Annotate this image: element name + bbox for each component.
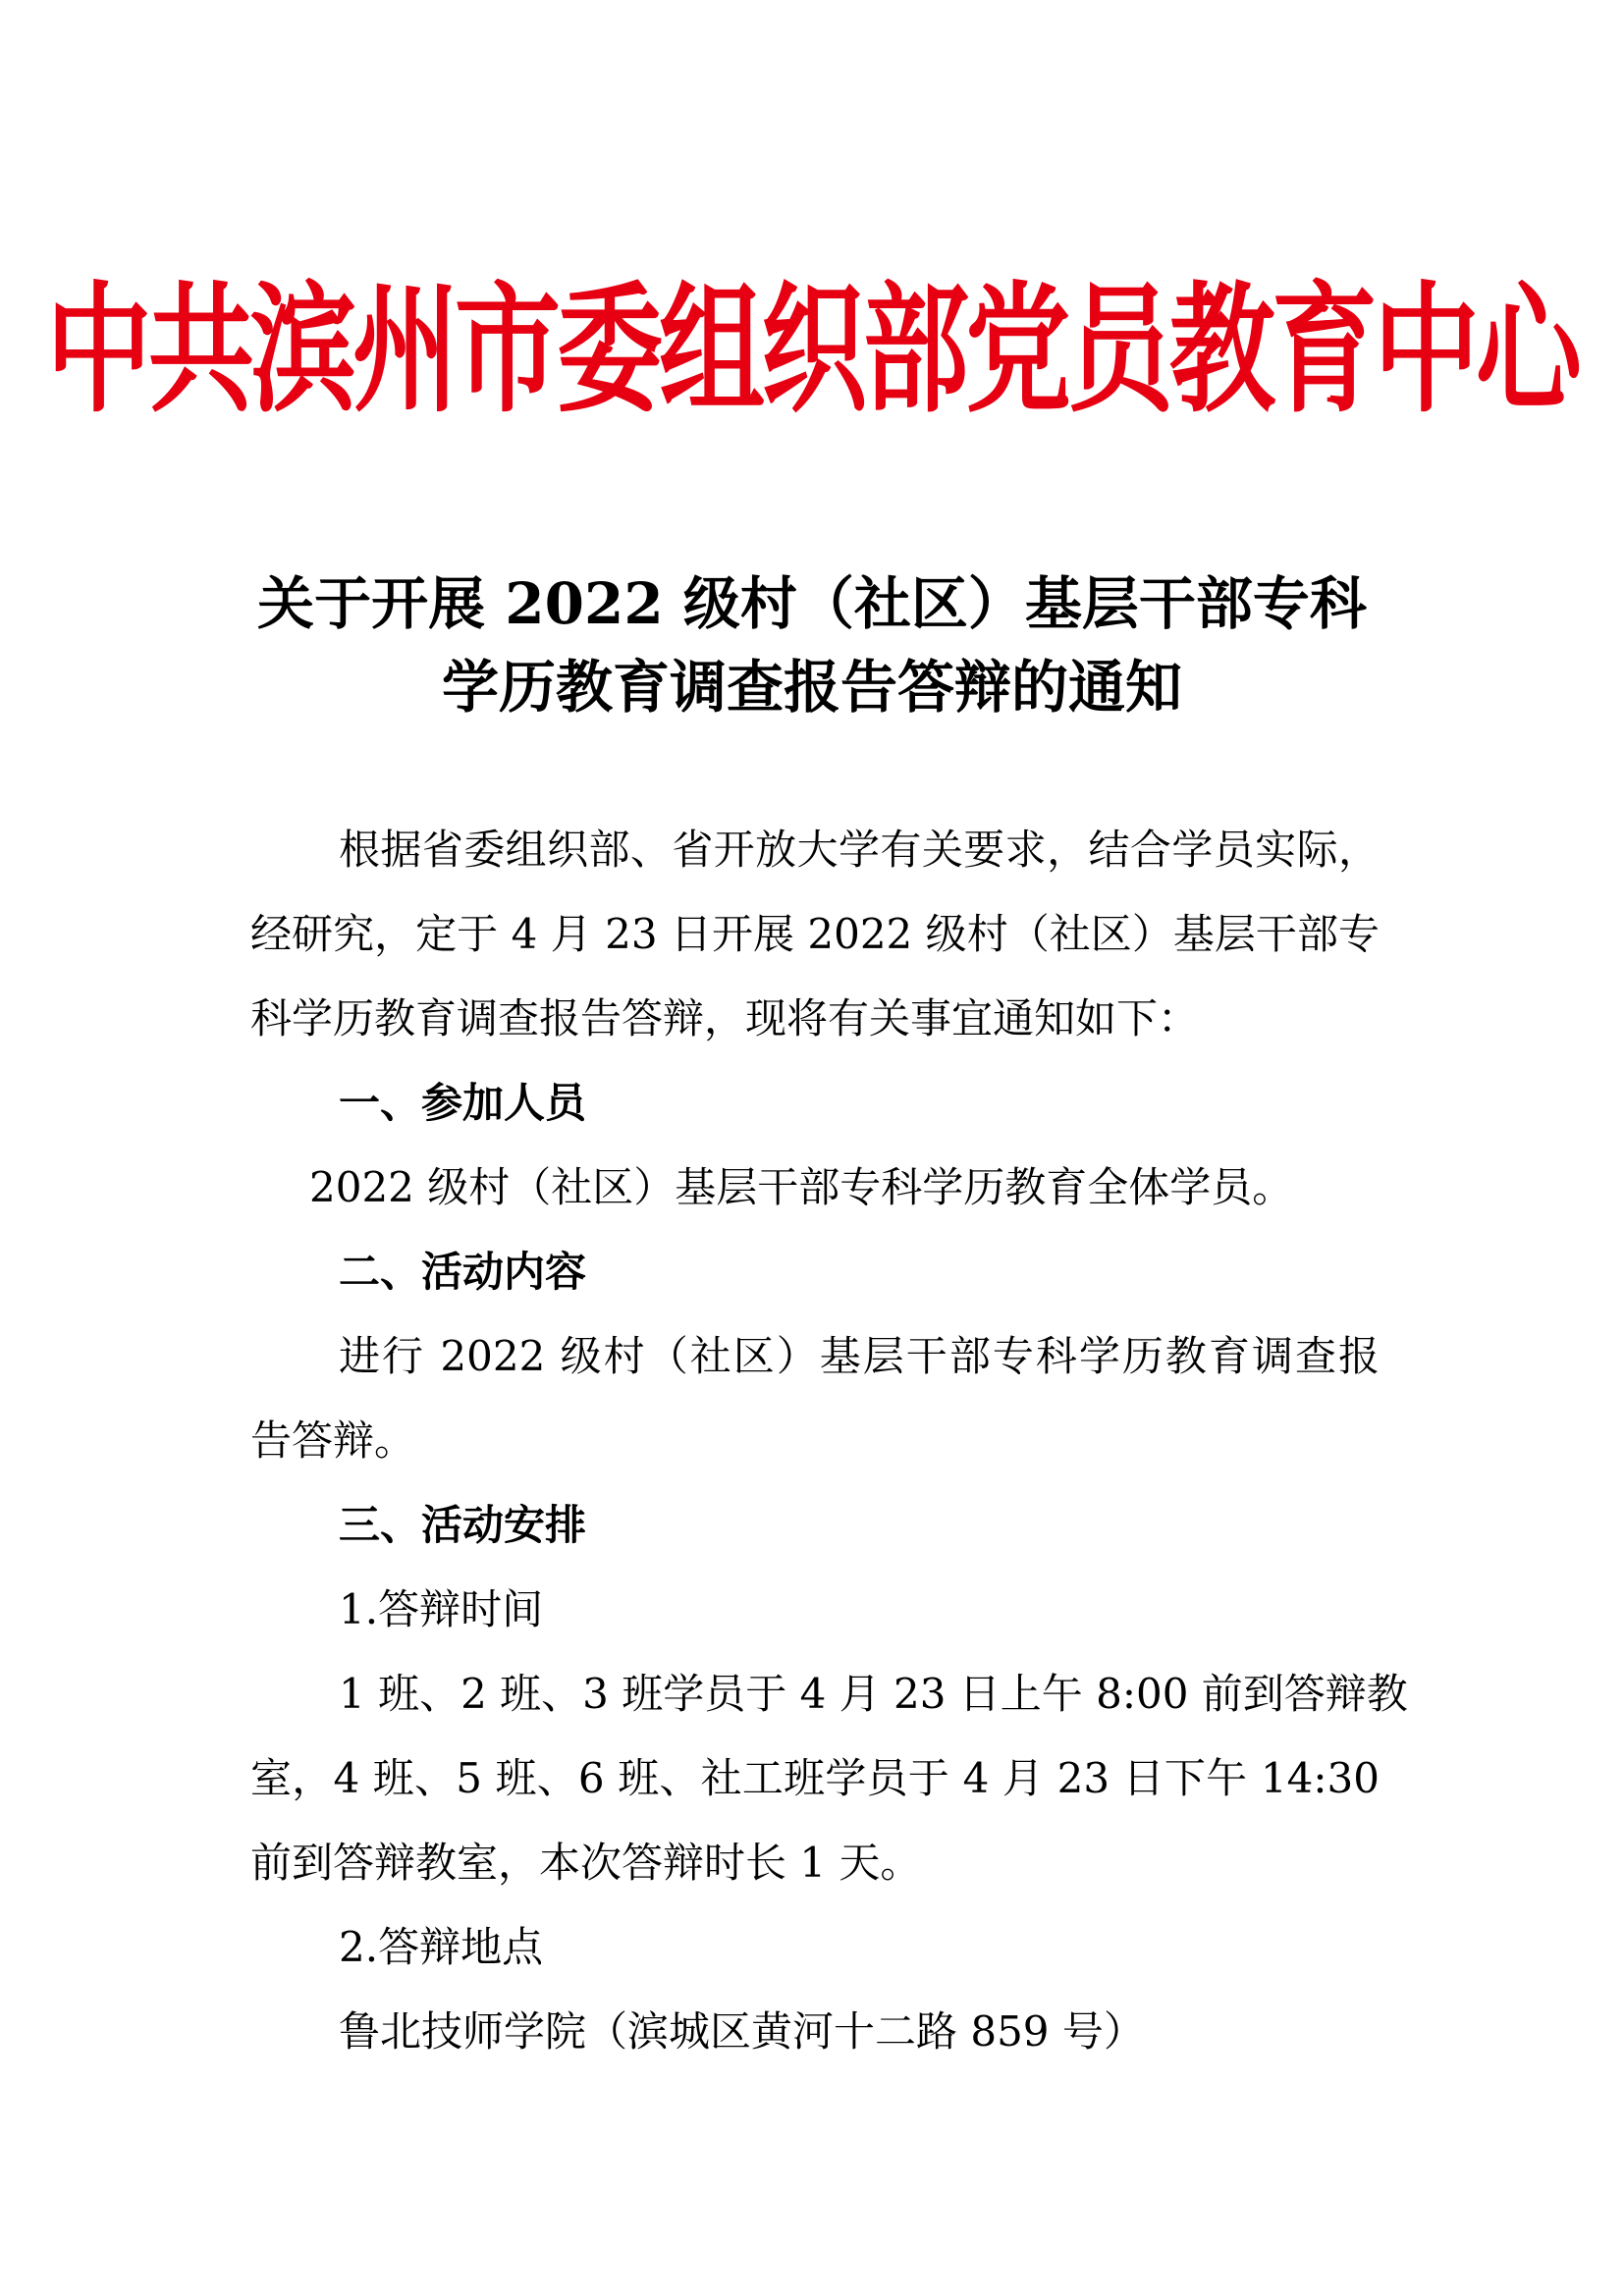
defense-time-line-3: 前到答辩教室，本次答辩时长 1 天。 [250,1839,922,1887]
intro-line-3: 科学历教育调查报告答辩，现将有关事宜通知如下： [250,994,1200,1042]
defense-time-line-2: 室，4 班、5 班、6 班、社工班学员于 4 月 23 日下午 14:30 [250,1754,1380,1802]
letterhead: 中共滨州市委组织部党员教育中心 [45,268,1578,433]
intro-line-2: 经研究，定于 4 月 23 日开展 2022 级村（社区）基层干部专 [250,910,1380,958]
section-text-content-line-2: 告答辩。 [250,1416,416,1465]
defense-location-text: 鲁北技师学院（滨城区黄河十二路 859 号） [339,2007,1145,2056]
intro-line-1: 根据省委组织部、省开放大学有关要求，结合学员实际， [339,826,1380,874]
document-title-line-1: 关于开展 2022 级村（社区）基层干部专科 [257,570,1367,637]
defense-time-line-1: 1 班、2 班、3 班学员于 4 月 23 日上午 8:00 前到答辩教 [339,1670,1408,1718]
section-text-participants: 2022 级村（社区）基层干部专科学历教育全体学员。 [309,1163,1294,1211]
subheading-defense-time: 1.答辩时间 [339,1585,544,1633]
document-title-line-2: 学历教育调查报告答辩的通知 [441,654,1182,721]
section-heading-arrangement: 三、活动安排 [339,1501,587,1549]
section-text-content-line-1: 进行 2022 级村（社区）基层干部专科学历教育调查报 [339,1332,1380,1380]
section-heading-content: 二、活动内容 [339,1248,587,1296]
subheading-defense-location: 2.答辩地点 [339,1923,544,1971]
section-heading-participants: 一、参加人员 [339,1079,587,1127]
